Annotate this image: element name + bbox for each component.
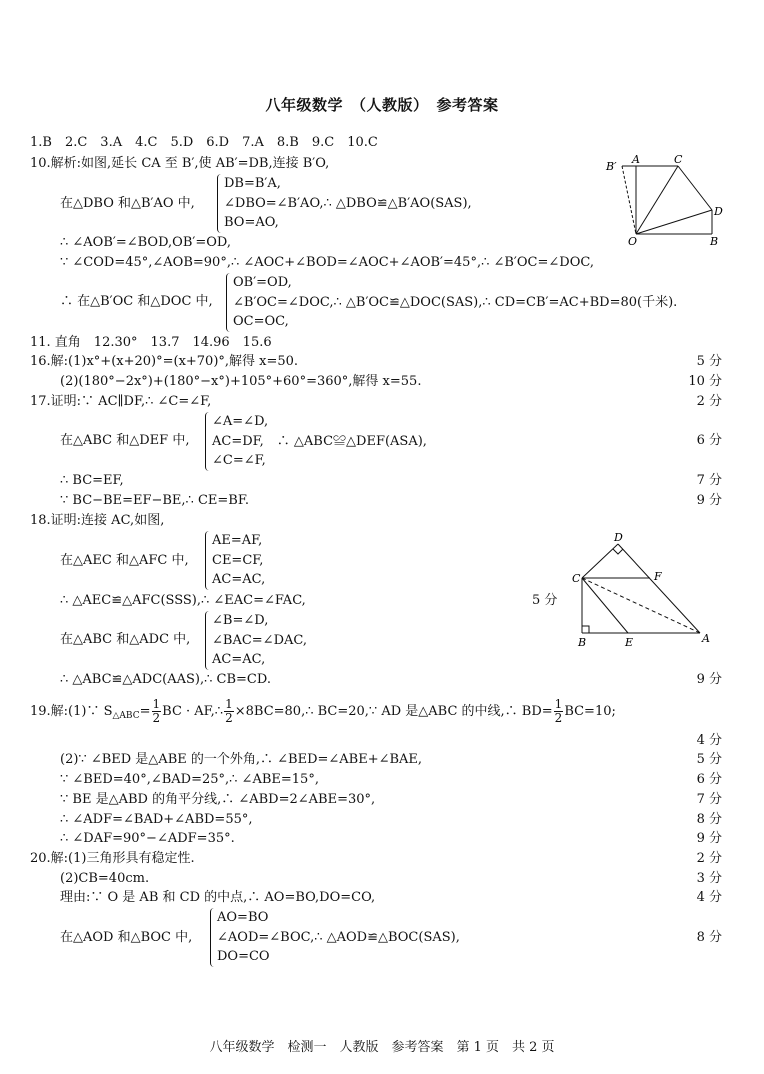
q10-line1: 10.解析:如图,延长 CA 至 B′,使 AB′=DB,连接 B′O, (30, 156, 330, 171)
q10-label-b: B (710, 235, 719, 248)
q16-score2: 10 分 (688, 374, 722, 389)
q18-score1: 5 分 (532, 593, 558, 608)
q18-sys2-row: ∠B=∠D, (212, 613, 269, 628)
q19-line4: ∵ BE 是△ABD 的角平分线,∴ ∠ABD=2∠ABE=30°, (60, 792, 376, 807)
q19-line5: ∴ ∠ADF=∠BAD+∠ABD=55°, (60, 812, 253, 827)
q18-label-c: C (572, 572, 581, 585)
q20-line2: (2)CB=40cm. (60, 871, 150, 886)
q10-label-a: A (632, 153, 640, 166)
q19-line2: (2)∵ ∠BED 是△ABE 的一个外角,∴ ∠BED=∠ABE+∠BAE, (60, 752, 423, 767)
q17-sys-row: AC=DF, ∴ △ABC≌△DEF(ASA), (212, 433, 427, 449)
q10-sys1-row: ∠DBO=∠B′AO,∴ △DBO≌△B′AO(SAS), (224, 195, 472, 211)
q19-score4: 7 分 (696, 792, 722, 807)
q17-line1: 17.证明:∵ AC∥DF,∴ ∠C=∠F, (30, 394, 212, 409)
q20-sys-row: ∠AOD=∠BOC,∴ △AOD≌△BOC(SAS), (217, 929, 460, 945)
page-title: 八年级数学 （人教版） 参考答案 (265, 96, 499, 114)
q18-seg-d-a (618, 544, 700, 633)
q10-sys2-row: OB′=OD, (233, 275, 292, 290)
q19-part1 (30, 698, 616, 725)
q17-line3: ∵ BC−BE=EF−BE,∴ CE=BF. (60, 493, 249, 508)
q19-frac-num: 1 (152, 697, 161, 711)
q18-seg-c-a (582, 578, 700, 633)
q20-score4: 8 分 (696, 930, 722, 945)
q19-text-d: ×8BC=80,∴ BC=20,∵ AD 是△ABC 的中线,∴ BD= (234, 704, 553, 719)
q19-text-a: 19.解:(1)∵ S (30, 704, 113, 719)
q20-line3: 理由:∵ O 是 AB 和 CD 的中点,∴ AO=BO,DO=CO, (60, 890, 376, 905)
q19-frac-den: 2 (554, 711, 563, 725)
q10-seg-c-d (678, 166, 712, 210)
q18-line2: ∴ △AEC≌△AFC(SSS),∴ ∠EAC=∠FAC, (60, 593, 306, 608)
q17-score1: 2 分 (696, 394, 722, 409)
q17-line2: ∴ BC=EF, (60, 473, 124, 488)
q19-text-b: = (139, 704, 151, 719)
q18-label-f: F (654, 570, 662, 583)
q18-score2: 9 分 (696, 672, 722, 687)
q10-system1-prefix: 在△DBO 和△B′AO 中, (60, 196, 195, 211)
q19-line3: ∵ ∠BED=40°,∠BAD=25°,∴ ∠ABE=15°, (60, 772, 319, 787)
q18-seg-c-e (582, 578, 628, 633)
q19-fraction (152, 698, 162, 725)
q19-subscript: △ABC (112, 711, 140, 721)
q18-line1: 18.证明:连接 AC,如图, (30, 513, 165, 528)
q18-label-d: D (614, 531, 623, 544)
q17-system (205, 412, 427, 471)
q17-system-prefix: 在△ABC 和△DEF 中, (60, 433, 190, 448)
q19-frac-den: 2 (225, 711, 233, 725)
q20-score3: 4 分 (696, 890, 722, 905)
q17-sys-row: ∠A=∠D, (212, 414, 269, 429)
q19-frac-num: 1 (225, 697, 233, 711)
q18-label-b: B (578, 636, 587, 649)
q18-system1 (205, 531, 265, 590)
q20-system (210, 908, 460, 967)
q18-sys2-row: AC=AC, (212, 652, 266, 667)
q19-score2: 5 分 (696, 752, 722, 767)
q18-sys2-row: ∠BAC=∠DAC, (212, 632, 307, 648)
q17-sys-row: ∠C=∠F, (212, 453, 266, 468)
q16-line2: (2)(180°−2x°)+(180°−x°)+105°+60°=360°,解得 x=55. (60, 374, 422, 389)
q20-sys-row: AO=BO (217, 910, 269, 925)
q10-figure (600, 152, 740, 252)
q19-score1: 4 分 (696, 733, 722, 748)
q19-text-e: BC=10; (564, 704, 616, 719)
q19-text-c: BC · AF,∴ (162, 704, 224, 719)
q18-right-angle-b (582, 626, 589, 633)
q18-system2-prefix: 在△ABC 和△ADC 中, (60, 632, 191, 647)
q18-sys1-row: AC=AC, (212, 572, 266, 587)
q18-label-a: A (702, 632, 710, 645)
q18-label-e: E (625, 636, 634, 649)
q18-seg-c-d (582, 544, 618, 578)
q20-score2: 3 分 (696, 871, 722, 886)
q10-seg-o-c (636, 166, 678, 234)
q17-score2: 6 分 (696, 433, 722, 448)
q10-sys1-row: DB=B′A, (224, 176, 281, 191)
q20-line1: 20.解:(1)三角形具有稳定性. (30, 851, 195, 866)
mc-answers: 1.B 2.C 3.A 4.C 5.D 6.D 7.A 8.B 9.C 10.C (30, 135, 378, 150)
q10-label-d: D (714, 205, 723, 218)
q18-right-angle-d (613, 549, 623, 554)
q10-label-o: O (628, 235, 638, 248)
q10-system2 (226, 273, 677, 332)
q19-score5: 8 分 (696, 812, 722, 827)
q16-score1: 5 分 (696, 354, 722, 369)
q17-score3: 7 分 (696, 473, 722, 488)
q10-label-bprime: B′ (606, 160, 617, 173)
q10-label-c: C (674, 153, 683, 166)
q10-system1 (217, 174, 472, 233)
q10-sys1-row: BO=AO, (224, 215, 279, 230)
q18-line3: ∴ △ABC≌△ADC(AAS),∴ CB=CD. (60, 672, 271, 687)
q18-system1-prefix: 在△AEC 和△AFC 中, (60, 553, 189, 568)
q19-fraction (224, 698, 234, 725)
q17-score4: 9 分 (696, 493, 722, 508)
q19-score3: 6 分 (696, 772, 722, 787)
q20-sys-row: DO=CO (217, 949, 270, 964)
q16-line1: 16.解:(1)x°+(x+20)°=(x+70)°,解得 x=50. (30, 354, 299, 369)
q10-system2-prefix: ∴ 在△B′OC 和△DOC 中, (60, 294, 213, 309)
q19-line6: ∴ ∠DAF=90°−∠ADF=35°. (60, 831, 235, 846)
q10-line2: ∴ ∠AOB′=∠BOD,OB′=OD, (60, 235, 231, 250)
q11-15-answers: 11. 直角 12.30° 13.7 14.96 15.6 (30, 335, 272, 350)
q19-fraction (554, 698, 564, 725)
q10-line3: ∵ ∠COD=45°,∠AOB=90°,∴ ∠AOC+∠BOD=∠AOC+∠AOB′=45°,∴ ∠B′OC=∠DOC, (60, 255, 594, 270)
page-footer: 八年级数学 检测一 人教版 参考答案 第 1 页 共 2 页 (209, 1040, 555, 1055)
q18-sys1-row: AE=AF, (212, 533, 263, 548)
q10-sys2-row: ∠B′OC=∠DOC,∴ △B′OC≌△DOC(SAS),∴ CD=CB′=AC+BD=80(千米). (233, 294, 678, 310)
q19-score6: 9 分 (696, 831, 722, 846)
q20-score1: 2 分 (696, 851, 722, 866)
q10-sys2-row: OC=OC, (233, 314, 289, 329)
q19-frac-den: 2 (152, 711, 161, 725)
q10-seg-bprime-o (622, 166, 636, 234)
q18-system2 (205, 611, 307, 670)
q19-frac-num: 1 (554, 697, 563, 711)
q18-sys1-row: CE=CF, (212, 552, 264, 568)
q20-system-prefix: 在△AOD 和△BOC 中, (60, 930, 193, 945)
q10-seg-o-d (636, 210, 712, 234)
q18-figure (568, 530, 718, 652)
